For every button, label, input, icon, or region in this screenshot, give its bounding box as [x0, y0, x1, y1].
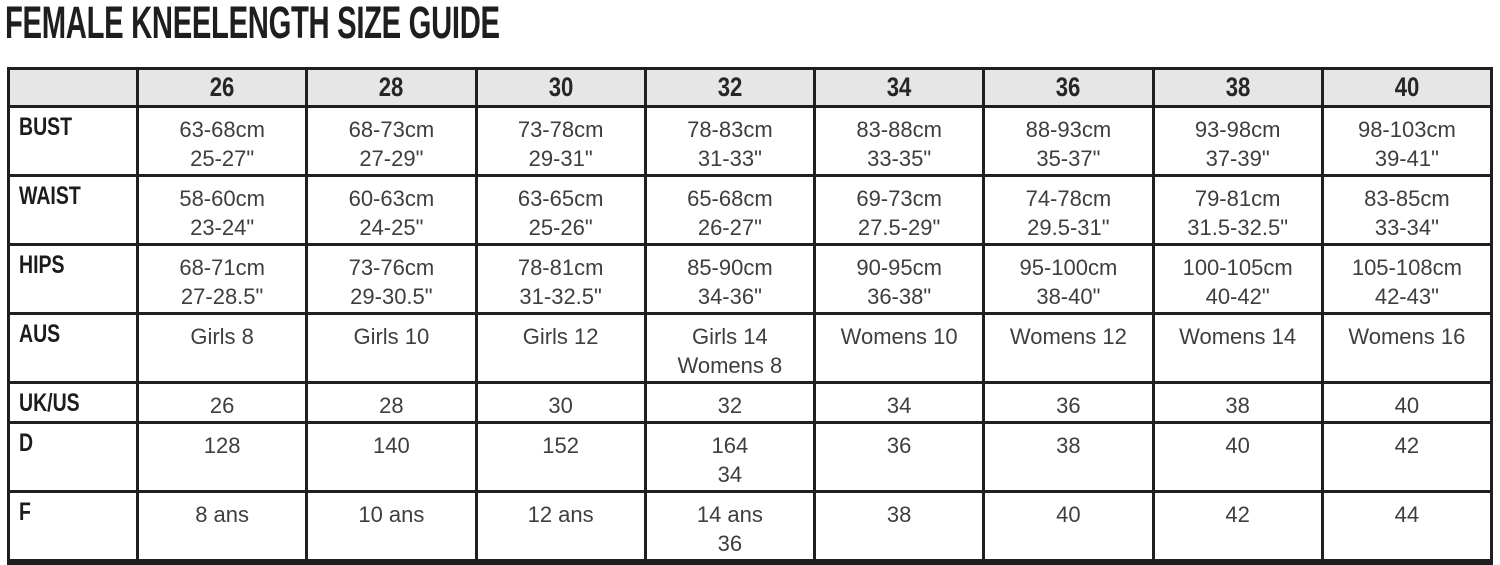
table-cell: Girls 12	[476, 314, 645, 383]
table-cell: 152	[476, 423, 645, 492]
row-label-text: F	[19, 498, 31, 526]
table-cell: Womens 14	[1153, 314, 1322, 383]
table-cell: 85-90cm 34-36"	[645, 245, 814, 314]
table-cell: 63-65cm 25-26"	[476, 176, 645, 245]
table-cell: 28	[307, 383, 476, 423]
table-cell: 40	[984, 492, 1153, 563]
table-header	[9, 69, 1492, 107]
column-header-label: 34	[886, 72, 912, 102]
table-cell: 68-71cm 27-28.5"	[138, 245, 307, 314]
table-cell: 69-73cm 27.5-29"	[815, 176, 984, 245]
table-cell: 38	[815, 492, 984, 563]
column-header-30	[476, 69, 645, 107]
column-header-label: 28	[379, 72, 404, 102]
table-cell: 10 ans	[307, 492, 476, 563]
table-cell: 38	[1153, 383, 1322, 423]
table-cell: 12 ans	[476, 492, 645, 563]
table-cell: 63-68cm 25-27"	[138, 107, 307, 176]
table-cell: 40	[1322, 383, 1491, 423]
row-label-bust	[9, 107, 138, 176]
size-guide-table	[7, 67, 1493, 565]
table-cell: 83-85cm 33-34"	[1322, 176, 1491, 245]
column-header-38	[1153, 69, 1322, 107]
table-cell: 65-68cm 26-27"	[645, 176, 814, 245]
row-label-text: AUS	[19, 320, 61, 348]
table-row-aus	[9, 314, 1492, 383]
table-cell: 140	[307, 423, 476, 492]
table-cell: 40	[1153, 423, 1322, 492]
table-row-d	[9, 423, 1492, 492]
row-label-text: HIPS	[19, 251, 65, 279]
table-row-f	[9, 492, 1492, 563]
column-header-label: 26	[209, 72, 235, 102]
column-header-34	[815, 69, 984, 107]
table-cell: 88-93cm 35-37"	[984, 107, 1153, 176]
table-cell: 78-81cm 31-32.5"	[476, 245, 645, 314]
table-cell: 42	[1153, 492, 1322, 563]
table-cell: 79-81cm 31.5-32.5"	[1153, 176, 1322, 245]
column-header-28	[307, 69, 476, 107]
table-cell: Womens 12	[984, 314, 1153, 383]
column-header-label: 30	[548, 72, 573, 102]
table-cell: 95-100cm 38-40"	[984, 245, 1153, 314]
table-cell: 34	[815, 383, 984, 423]
table-cell: 73-78cm 29-31"	[476, 107, 645, 176]
table-cell: 164 34	[645, 423, 814, 492]
column-header-40	[1322, 69, 1491, 107]
table-cell: Girls 10	[307, 314, 476, 383]
table-cell: 83-88cm 33-35"	[815, 107, 984, 176]
table-cell: 105-108cm 42-43"	[1322, 245, 1491, 314]
table-cell: Womens 10	[815, 314, 984, 383]
table-row-hips	[9, 245, 1492, 314]
row-label-text: UK/US	[19, 389, 80, 417]
table-cell: 36	[984, 383, 1153, 423]
table-cell: 30	[476, 383, 645, 423]
column-header-32	[645, 69, 814, 107]
table-cell: 42	[1322, 423, 1491, 492]
table-cell: 100-105cm 40-42"	[1153, 245, 1322, 314]
table-cell: 74-78cm 29.5-31"	[984, 176, 1153, 245]
row-label-text: BUST	[19, 113, 73, 141]
table-cell: 8 ans	[138, 492, 307, 563]
table-cell: 93-98cm 37-39"	[1153, 107, 1322, 176]
row-label-uk-us	[9, 383, 138, 423]
table-cell: 44	[1322, 492, 1491, 563]
table-row-waist	[9, 176, 1492, 245]
table-cell: 38	[984, 423, 1153, 492]
column-header-26	[138, 69, 307, 107]
table-cell: 128	[138, 423, 307, 492]
table-cell: 14 ans 36	[645, 492, 814, 563]
row-label-hips	[9, 245, 138, 314]
column-header-label: 36	[1056, 72, 1081, 102]
column-header-label: 38	[1225, 72, 1250, 102]
table-cell: 60-63cm 24-25"	[307, 176, 476, 245]
table-cell: 32	[645, 383, 814, 423]
table-cell: 26	[138, 383, 307, 423]
row-label-aus	[9, 314, 138, 383]
corner-cell	[9, 69, 138, 107]
column-header-label: 32	[717, 72, 743, 102]
table-cell: 36	[815, 423, 984, 492]
page-title: FEMALE KNEELENGTH SIZE GUIDE	[5, 0, 500, 48]
row-label-waist	[9, 176, 138, 245]
row-label-f	[9, 492, 138, 563]
table-cell: 73-76cm 29-30.5"	[307, 245, 476, 314]
table-cell: 78-83cm 31-33"	[645, 107, 814, 176]
table-cell: 98-103cm 39-41"	[1322, 107, 1491, 176]
table-row-uk-us	[9, 383, 1492, 423]
table-cell: 58-60cm 23-24"	[138, 176, 307, 245]
row-label-text: WAIST	[19, 182, 81, 210]
table-cell: Girls 8	[138, 314, 307, 383]
header-row	[9, 69, 1492, 107]
table-cell: Girls 14 Womens 8	[645, 314, 814, 383]
row-label-text: D	[19, 429, 34, 457]
table-cell: 90-95cm 36-38"	[815, 245, 984, 314]
table-cell: Womens 16	[1322, 314, 1491, 383]
table-body	[9, 107, 1492, 563]
table-cell: 68-73cm 27-29"	[307, 107, 476, 176]
column-header-label: 40	[1394, 72, 1420, 102]
table-row-bust	[9, 107, 1492, 176]
column-header-36	[984, 69, 1153, 107]
row-label-d	[9, 423, 138, 492]
